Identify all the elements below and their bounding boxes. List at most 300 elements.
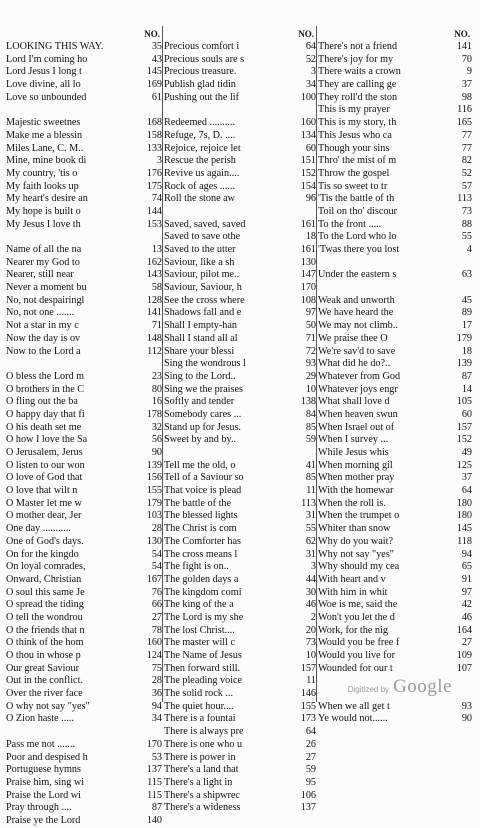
hymn-number: 165 [456, 117, 472, 129]
index-entry [6, 663, 162, 676]
hymn-number: 137 [146, 764, 162, 776]
hymn-title: Won't you let the d [318, 611, 395, 623]
index-entry [6, 523, 162, 536]
hymn-title: There is always pre [164, 726, 244, 738]
index-entry [318, 510, 472, 523]
index-entry [6, 130, 162, 143]
number-header: NO. [298, 29, 314, 39]
hymn-number: 75 [151, 662, 162, 674]
index-entry [164, 650, 316, 663]
hymn-title: When heaven swun [318, 408, 398, 420]
hymn-number: 60 [305, 142, 316, 154]
index-entry [318, 587, 472, 600]
hymn-title: O mother dear, Jer [6, 510, 82, 522]
hymn-number: 36 [151, 688, 162, 700]
hymn-number: 164 [456, 624, 472, 636]
hymn-number: 140 [146, 814, 162, 826]
hymn-number: 154 [300, 180, 316, 192]
hymn-number: 139 [146, 459, 162, 471]
index-entry [164, 269, 316, 282]
hymn-number: 100 [300, 91, 316, 103]
index-entry [318, 307, 472, 320]
hymn-title: Work, for the nig [318, 624, 388, 636]
hymn-number: 97 [305, 307, 316, 319]
hymn-title: Nearer my God to [6, 256, 80, 268]
hymn-number: 78 [151, 624, 162, 636]
index-entry [318, 536, 472, 549]
google-watermark [348, 676, 452, 698]
hymn-number: 106 [300, 789, 316, 801]
hymn-number: 88 [461, 218, 472, 230]
index-entry [318, 485, 472, 498]
index-entry [6, 92, 162, 105]
index-entry [6, 447, 162, 460]
index-entry [164, 231, 316, 244]
hymn-number: 3 [156, 155, 162, 167]
hymn-number: 146 [300, 688, 316, 700]
hymn-title: Throw the gospel [318, 167, 390, 179]
hymn-number: 2 [310, 611, 316, 623]
hymn-title: Nearer, still near [6, 269, 74, 281]
hymn-title: We praise thee O [318, 332, 388, 344]
hymn-number: 139 [456, 358, 472, 370]
index-entry [164, 701, 316, 714]
hymn-title: Precious comfort i [164, 41, 240, 52]
hymn-title: With the homewar [318, 485, 394, 497]
hymn-title: Praise him, sing wi [6, 776, 85, 788]
hymn-title: Shadows fall and e [164, 307, 242, 319]
hymn-title: Saved to the utter [164, 244, 236, 255]
hymn-title: There's a light in [164, 776, 233, 788]
hymn-number: 179 [146, 497, 162, 509]
index-entry [164, 244, 316, 257]
hymn-number: 85 [305, 472, 316, 484]
hymn-title: Saviour, pilot me.. [164, 269, 240, 281]
index-entry [164, 358, 316, 371]
hymn-title: The Comforter has [164, 535, 241, 547]
hymn-title: Now the day is ov [6, 332, 81, 344]
hymn-number: 145 [456, 523, 472, 535]
hymn-number: 180 [456, 497, 472, 509]
hymn-title: The quiet hour.... [164, 700, 234, 712]
hymn-title: 'Tis the battle of th [318, 193, 395, 205]
hymn-title: The master will c [164, 637, 236, 649]
index-entry [6, 384, 162, 397]
hymn-number: 87 [151, 802, 162, 814]
section-gap [6, 358, 162, 371]
index-entry [318, 333, 472, 346]
index-entry [164, 460, 316, 473]
hymn-title: We're sav'd to save [318, 345, 396, 357]
hymn-number: 170 [146, 738, 162, 750]
hymn-title: Love so unbounded [6, 91, 87, 103]
index-entry [6, 485, 162, 498]
hymn-number: 162 [146, 256, 162, 268]
hymn-title: To the front ..... [318, 218, 382, 230]
hymn-title: The lost Christ.... [164, 624, 235, 636]
index-entry [164, 193, 316, 206]
hymn-number: 141 [456, 41, 472, 52]
index-entry [164, 663, 316, 676]
index-entry [164, 752, 316, 765]
index-entry [6, 612, 162, 625]
index-entry [6, 320, 162, 333]
index-entry [164, 130, 316, 143]
hymn-title: Majestic sweetnes [6, 117, 81, 129]
hymn-title: There is one who u [164, 738, 243, 750]
hymn-number: 160 [300, 117, 316, 129]
hymn-number: 143 [146, 269, 162, 281]
hymn-title: Lord Jesus I long t [6, 66, 82, 78]
index-entry [318, 219, 472, 232]
index-entry [318, 434, 472, 447]
hymn-number: 44 [305, 573, 316, 585]
hymn-number: 11 [306, 675, 316, 687]
hymn-title: O spread the tiding [6, 599, 84, 611]
hymn-title: Portuguese hymns [6, 764, 81, 776]
hymn-number: 157 [456, 421, 472, 433]
index-entry [318, 168, 472, 181]
hymn-title: See the cross where [164, 294, 245, 306]
hymn-title: Publish glad tidin [164, 79, 236, 91]
hymn-number: 155 [146, 485, 162, 497]
index-entry [164, 536, 316, 549]
index-entry [164, 79, 316, 92]
index-entry [164, 219, 316, 232]
hymn-number: 116 [457, 104, 472, 116]
hymn-title: With him in whit [318, 586, 388, 598]
hymn-number: 152 [456, 434, 472, 446]
hymn-title: Whatever from God [318, 370, 401, 382]
index-entry [6, 625, 162, 638]
index-entry [164, 802, 316, 815]
index-entry [318, 193, 472, 206]
hymn-number: 64 [461, 485, 472, 497]
hymn-title: Tell me the old, o [164, 459, 236, 471]
index-entry [6, 206, 162, 219]
hymn-number: 66 [151, 599, 162, 611]
hymn-number: 98 [461, 91, 472, 103]
index-entry [6, 752, 162, 765]
index-entry [164, 333, 316, 346]
hymn-title: Precious treasure. [164, 66, 237, 78]
hymn-number: 9 [466, 66, 472, 78]
hymn-number: 94 [461, 548, 472, 560]
hymn-number: 155 [300, 700, 316, 712]
index-entry [318, 549, 472, 562]
hymn-number: 130 [300, 256, 316, 268]
index-entry [6, 574, 162, 587]
hymn-number: 96 [305, 193, 316, 205]
hymn-title: O brothers in the C [6, 383, 85, 395]
hymn-title: Revive us again.... [164, 167, 240, 179]
index-entry [318, 155, 472, 168]
hymn-title: To the Lord who lo [318, 231, 397, 243]
hymn-title: Rescue the perish [164, 155, 236, 167]
hymn-number: 144 [146, 205, 162, 217]
index-entry [318, 269, 472, 282]
section-gap [164, 447, 316, 460]
index-entry [6, 587, 162, 600]
hymn-number: 103 [146, 510, 162, 522]
hymn-title: What did he do?.. [318, 358, 391, 370]
hymn-title: Roll the stone aw [164, 193, 236, 205]
hymn-number: 93 [461, 700, 472, 712]
index-entry [318, 320, 472, 333]
hymn-title: When I survey ... [318, 434, 389, 446]
index-entry [318, 422, 472, 435]
hymn-title: Sweet by and by.. [164, 434, 237, 446]
index-entry [318, 295, 472, 308]
hymn-number: 27 [305, 751, 316, 763]
hymn-number: 71 [151, 320, 162, 332]
hymn-number: 29 [305, 370, 316, 382]
hymn-number: 53 [151, 751, 162, 763]
index-entry [318, 447, 472, 460]
index-entry [6, 371, 162, 384]
hymn-title: Weak and unworth [318, 294, 395, 306]
hymn-number: 32 [151, 421, 162, 433]
hymn-title: The Christ is com [164, 523, 237, 535]
index-entry [164, 257, 316, 270]
hymn-title: There is a fountai [164, 713, 236, 725]
hymn-title: Thro' the mist of m [318, 155, 397, 167]
index-entry [164, 41, 316, 54]
hymn-number: 43 [151, 53, 162, 65]
hymn-number: 73 [305, 637, 316, 649]
hymn-title: O love of God that [6, 472, 83, 484]
index-entry [6, 41, 162, 54]
index-entry [6, 244, 162, 257]
index-entry [6, 510, 162, 523]
hymn-title: Somebody cares ... [164, 408, 242, 420]
hymn-number: 118 [457, 535, 472, 547]
index-entry [6, 155, 162, 168]
index-entry [6, 561, 162, 574]
index-entry [6, 193, 162, 206]
hymn-title: We may not climb.. [318, 320, 398, 332]
index-entry [164, 168, 316, 181]
hymn-number: 31 [305, 548, 316, 560]
hymn-title: O soul this same Je [6, 586, 85, 598]
index-entry [318, 41, 472, 54]
hymn-number: 46 [461, 611, 472, 623]
hymn-title: The battle of the [164, 497, 232, 509]
index-entry [164, 625, 316, 638]
index-entry [6, 295, 162, 308]
index-entry [164, 282, 316, 295]
hymn-title: Sing we the praises [164, 383, 243, 395]
hymn-title: O bless the Lord m [6, 370, 85, 382]
index-entry [6, 181, 162, 194]
hymn-title: There's a land that [164, 764, 239, 776]
hymn-number: 41 [305, 459, 316, 471]
hymn-number: 42 [461, 599, 472, 611]
index-entry [164, 92, 316, 105]
number-header: NO. [454, 29, 470, 39]
index-entry [6, 257, 162, 270]
hymn-number: 113 [457, 193, 472, 205]
index-entry [6, 143, 162, 156]
hymn-number: 138 [300, 396, 316, 408]
index-entry [164, 295, 316, 308]
hymn-number: 65 [461, 561, 472, 573]
index-entry [318, 206, 472, 219]
hymn-number: 89 [461, 307, 472, 319]
hymn-title: Whiter than snow [318, 523, 391, 535]
hymn-title: There's not a friend [318, 41, 398, 52]
hymn-number: 125 [456, 459, 472, 471]
hymn-title: There's a shipwrec [164, 789, 240, 801]
index-entry [164, 587, 316, 600]
hymn-number: 18 [305, 231, 316, 243]
hymn-title: My country, 'tis o [6, 167, 78, 179]
index-entry [164, 409, 316, 422]
hymn-title: Then forward still. [164, 662, 241, 674]
hymn-number: 10 [305, 650, 316, 661]
hymn-title: Rejoice, rejoice let [164, 142, 241, 154]
hymn-number: 52 [305, 53, 316, 65]
hymn-title: Pushing out the lif [164, 91, 239, 103]
hymn-number: 13 [151, 244, 162, 255]
index-entry [6, 333, 162, 346]
index-entry [6, 688, 162, 701]
hymn-title: The solid rock ... [164, 688, 234, 700]
hymn-title: O listen to our won [6, 459, 85, 471]
index-entry [164, 675, 316, 688]
hymn-number: 11 [306, 485, 316, 497]
index-entry [6, 764, 162, 777]
index-entry [164, 561, 316, 574]
hymn-number: 46 [305, 599, 316, 611]
hymn-number: 124 [146, 650, 162, 661]
hymn-number: 147 [300, 269, 316, 281]
hymn-title: One day ........... [6, 523, 71, 535]
index-entry [6, 802, 162, 815]
hymn-title: Name of all the na [6, 244, 82, 255]
hymn-number: 167 [146, 573, 162, 585]
hymn-title: Precious souls are s [164, 53, 245, 65]
hymn-number: 59 [305, 434, 316, 446]
number-header: NO. [144, 29, 160, 39]
hymn-number: 80 [151, 383, 162, 395]
hymn-number: 108 [300, 294, 316, 306]
hymn-title: O love that wilt n [6, 485, 78, 497]
hymn-number: 74 [151, 193, 162, 205]
hymn-number: 16 [151, 396, 162, 408]
index-entry [164, 485, 316, 498]
hymn-number: 27 [461, 637, 472, 649]
hymn-title: Tell of a Saviour so [164, 472, 244, 484]
hymn-title: Why not say "yes" [318, 548, 394, 560]
index-entry [318, 231, 472, 244]
hymn-title: Saviour, like a sh [164, 256, 235, 268]
hymn-number: 61 [151, 91, 162, 103]
hymn-title: Though your sins [318, 142, 390, 154]
index-entry [164, 574, 316, 587]
index-entry [318, 104, 472, 117]
index-entry [318, 650, 472, 663]
index-entry [6, 536, 162, 549]
hymn-title: With heart and v [318, 573, 386, 585]
index-entry [318, 701, 472, 714]
hymn-number: 31 [305, 510, 316, 522]
index-entry [164, 637, 316, 650]
hymn-title: Mine, mine book di [6, 155, 87, 167]
index-entry [6, 409, 162, 422]
hymn-number: 97 [461, 586, 472, 598]
hymn-title: O the friends that n [6, 624, 85, 636]
hymn-number: 57 [461, 180, 472, 192]
hymn-title: O why not say "yes" [6, 700, 90, 712]
hymn-number: 156 [146, 472, 162, 484]
hymn-number: 152 [300, 167, 316, 179]
hymn-title: My Jesus I love th [6, 218, 81, 230]
index-entry [318, 612, 472, 625]
index-entry [318, 384, 472, 397]
hymn-number: 10 [305, 383, 316, 395]
index-entry [318, 625, 472, 638]
hymn-number: 45 [461, 294, 472, 306]
index-entry [164, 117, 316, 130]
hymn-title: Sing the wondrous l [164, 358, 246, 370]
hymn-title: Love divine, all lo [6, 79, 81, 91]
index-column-2 [164, 28, 316, 815]
index-entry [318, 409, 472, 422]
hymn-title: O thou in whose p [6, 650, 81, 661]
hymn-number: 82 [461, 155, 472, 167]
hymn-title: There waits a crown [318, 66, 401, 78]
hymn-number: 49 [461, 447, 472, 458]
hymn-title: O Zion haste ..... [6, 713, 74, 725]
hymn-number: 90 [151, 447, 162, 458]
hymn-title: O fling out the ba [6, 396, 78, 408]
hymn-title: There is power in [164, 751, 236, 763]
index-entry [6, 282, 162, 295]
hymn-number: 17 [461, 320, 472, 332]
index-entry [318, 523, 472, 536]
section-gap [164, 104, 316, 117]
hymn-number: 28 [151, 675, 162, 687]
hymn-number: 115 [147, 776, 162, 788]
hymn-title: O Master let me w [6, 497, 82, 509]
section-gap [6, 726, 162, 739]
hymn-number: 137 [300, 802, 316, 814]
index-entry [318, 66, 472, 79]
index-entry [164, 155, 316, 168]
hymn-number: 179 [456, 332, 472, 344]
hymn-title: The fight is on.. [164, 561, 229, 573]
hymn-number: 180 [456, 510, 472, 522]
hymn-title: What shall love d [318, 396, 390, 408]
hymn-title: Miles Lane, C. M.. [6, 142, 84, 154]
index-entry [318, 244, 472, 257]
hymn-number: 112 [147, 345, 162, 357]
hymn-title: Our great Saviour [6, 662, 79, 674]
hymn-number: 95 [305, 776, 316, 788]
hymn-title: O Jerusalem, Jerus [6, 447, 83, 458]
index-entry [164, 790, 316, 803]
hymn-number: 64 [305, 726, 316, 738]
hymn-number: 90 [461, 713, 472, 725]
index-entry [6, 650, 162, 663]
hymn-number: 37 [461, 79, 472, 91]
index-entry [6, 79, 162, 92]
hymn-number: 141 [146, 307, 162, 319]
index-entry [164, 307, 316, 320]
hymn-number: 27 [151, 611, 162, 623]
index-entry [318, 346, 472, 359]
